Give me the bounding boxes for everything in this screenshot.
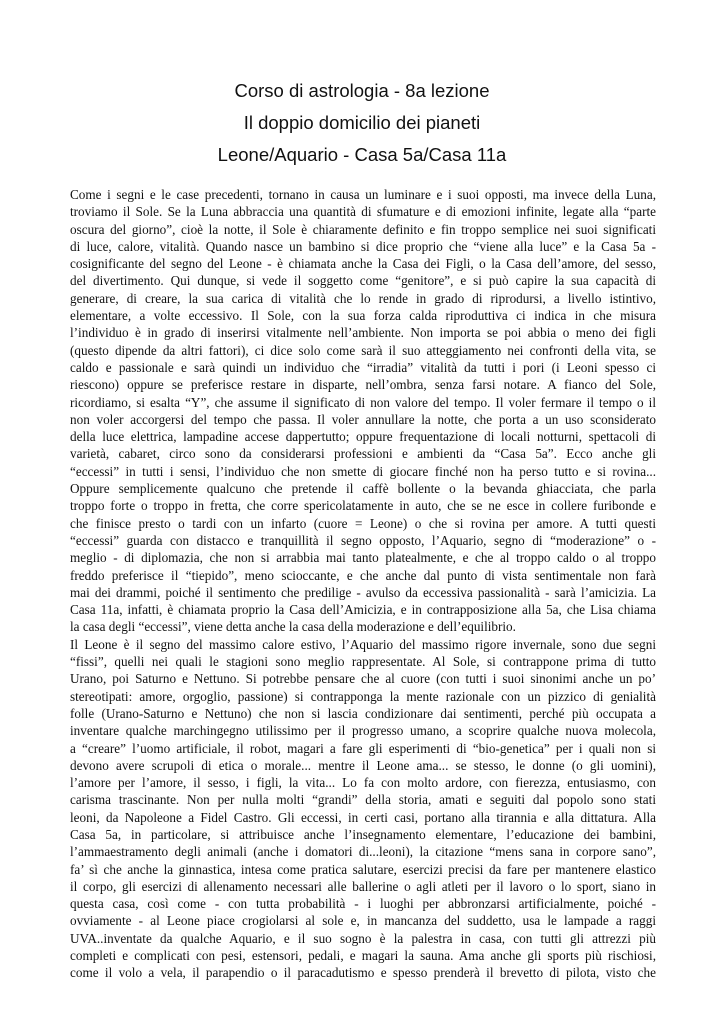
text-line: oscura del giorno”, cioè la notte, il Sole è chiaramente definito e fin troppo semplice nei suoi significati <box>70 221 656 237</box>
text-line: elementare, a volte eccessivo. Il Sole, con la sua forza calda riproduttiva ci indica in che misura <box>70 308 656 324</box>
text-line: cosignificante del segno del Leone - è chiamata anche la Casa dei Figli, o la Casa dell’amore, del sesso, <box>70 256 656 272</box>
text-line: stereotipati: amore, orgoglio, passione) si contrapponga la mente razionale con un pizzico di genialità <box>70 688 656 704</box>
text-line: della luce elettrica, lampadine accese dappertutto; oppure frequentazione di locali notturni, spettacoli di <box>70 429 656 445</box>
text-line: questa casa, così come - con tutta probabilità - i luoghi per abbronzarsi artificialmente, poiché - <box>70 896 656 912</box>
text-line: UVA..inventate da qualche Aquario, e il suo sogno è la palestra in casa, con tutti gli attrezzi più <box>70 930 656 946</box>
text-line: varietà, cabaret, circo sono da considerarsi professioni e ambienti da “Casa 5a”. Ecco anche gli <box>70 446 656 462</box>
text-line: del divertimento. Qui dunque, si vede il soggetto come “genitore”, e si può capire la sua capacità di <box>70 273 656 289</box>
text-line: non voler accorgersi del tempo che passa. Il voler annullare la notte, che porta a un uso sconsiderato <box>70 411 656 427</box>
text-line: carisma trascinante. Non per nulla molti “grandi” della storia, amati e seguiti dal popolo sono stati <box>70 792 656 808</box>
text-line: “eccessi” in tutti i sensi, l’individuo che non smette di giocare finché non ha perso tutto e si rovina... <box>70 463 656 479</box>
text-line: Il Leone è il segno del massimo calore estivo, l’Aquario del massimo rigore invernale, sono due segni <box>70 636 656 652</box>
text-line: Oppure semplicemente qualcuno che pretende il caffè bollente o la bevanda ghiacciata, che parla <box>70 481 656 497</box>
paragraph-sun-leo-house5 <box>70 186 656 636</box>
text-line: leoni, da Napoleone a Fidel Castro. Gli eccessi, in certi casi, portano alla tirannia e alla dittatura. Alla <box>70 809 656 825</box>
text-line: mai dei drammi, poiché il sentimento che predilige - avulso da eccessiva passionalità - sarà l’amicizia. La <box>70 584 656 600</box>
text-line: Casa 5a, in particolare, si attribuisce anche l’insegnamento elementare, l’educazione dei bambini, <box>70 826 656 842</box>
text-line: di luce, calore, vitalità. Quando nasce un bambino si dice proprio che “viene alla luce” e la Casa 5a - <box>70 238 656 254</box>
text-line: “fissi”, quelli nei quali le stagioni sono meglio rappresentate. Al Sole, si contrappone prima di tutto <box>70 654 656 670</box>
text-line: troviamo il Sole. Se la Luna abbraccia una quantità di sfumature e di emozioni infinite, legate alla “parte <box>70 204 656 220</box>
text-line: l’individuo è in grado di inserirsi vitalmente nell’ambiente. Non importa se poi abbia o meno dei figli <box>70 325 656 341</box>
document-header <box>0 75 724 171</box>
paragraph-leo-aquarius-opposition <box>70 636 656 982</box>
document-body <box>70 186 656 982</box>
text-line: la casa degli “eccessi”, viene detta anche la casa della moderazione e dell’equilibrio. <box>70 619 516 635</box>
text-line: ovviamente - al Leone piace crogiolarsi al sole e, in mancanza del suddetto, usa le lampade a raggi <box>70 913 656 929</box>
text-line: freddo preferisce il “tiepido”, meno scioccante, e che anche dal punto di vista sentimentale non farà <box>70 567 656 583</box>
text-line: come il volo a vela, il parapendio o il paracadutismo e spesso prenderà il brevetto di pilota, visto che <box>70 965 656 981</box>
text-line: Come i segni e le case precedenti, tornano in causa un luminare e i suoi opposti, ma invece della Luna, <box>70 187 656 202</box>
text-line: “eccessi” guarda con distacco e tranquillità il segno opposto, l’Aquario, segno di “moderazione” o - <box>70 532 656 548</box>
text-line: meglio - di diplomazia, che non si arrabbia mai tanto platealmente, e che al troppo caldo o al troppo <box>70 550 656 566</box>
text-line: (questo dipende da altri fattori), ci dice solo come sarà il suo atteggiamento nei confronti della vita, se <box>70 342 656 358</box>
text-line: Urano, poi Saturno e Nettuno. Si potrebbe pensare che al cuore (con tutti i suoi sinonimi anche un po’ <box>70 671 656 687</box>
text-line: a “creare” l’uomo artificiale, il robot, magari a fare gli esperimenti di “bio-genetica” per i quali non si <box>70 740 656 756</box>
text-line: l’amore per l’amore, il sesso, i figli, la vita... Lo fa con molto ardore, con fierezza, entusiasmo, con <box>70 775 656 791</box>
text-line: riescono) oppure se preferisce restare in disparte, nell’ombra, senza farsi notare. A fianco del Sole, <box>70 377 656 393</box>
course-title: Corso di astrologia - 8a lezione <box>234 80 490 101</box>
text-line: folle (Urano-Saturno e Nettuno) che non si lascia condizionare dai sentimenti, perché più occupata a <box>70 705 656 721</box>
text-line: completi e complicati con pesi, estensori, pedali, e magari la sauna. Ama anche gli sports più rischiosi, <box>70 948 656 964</box>
text-line: l’ammaestramento degli animali (anche i domatori di...leoni), la citazione “mens sana in corpore sano”, <box>70 844 656 860</box>
text-line: ricordiamo, si esalta “Y”, che assume il significato di non valore del tempo. Il voler fermare il tempo o il <box>70 394 656 410</box>
text-line: fa’ sì che anche la ginnastica, intesa come pratica salutare, esercizi precisi da fare per mantenere elastico <box>70 861 656 877</box>
text-line: devono avere scrupoli di etica o morale... mentre il Leone ama... se stesso, le donne (o gli uomini), <box>70 757 656 773</box>
text-line: il corpo, gli esercizi di allenamento necessari alle ballerine o agli atleti per il lavoro o lo sport, siano in <box>70 878 656 894</box>
signs-houses-heading: Leone/Aquario - Casa 5a/Casa 11a <box>217 144 507 165</box>
text-line: caldo e passionale e sarà quindi un individuo che “irradia” vitalità da tutti i pori (i Leoni spesso ci <box>70 359 656 375</box>
lesson-subtitle: Il doppio domicilio dei pianeti <box>243 112 481 133</box>
text-line: che finisce presto o tardi con un infarto (cuore = Leone) o che si rovina per amore. A tutti questi <box>70 515 656 531</box>
text-line: inventare qualche marchingegno utilissimo per il progresso umano, a scoprire qualche nuova molecola, <box>70 723 656 739</box>
text-line: generare, di creare, la sua carica di vitalità che lo rende in grado di riprodursi, a livello istintivo, <box>70 290 656 306</box>
text-line: Casa 11a, infatti, è chiamata proprio la Casa dell’Amicizia, e in contrapposizione alla 5a, che Lisa chiama <box>70 602 656 618</box>
text-line: troppo forte o troppo in fretta, che corre spericolatamente in auto, che se ne esce in collere furibonde e <box>70 498 656 514</box>
